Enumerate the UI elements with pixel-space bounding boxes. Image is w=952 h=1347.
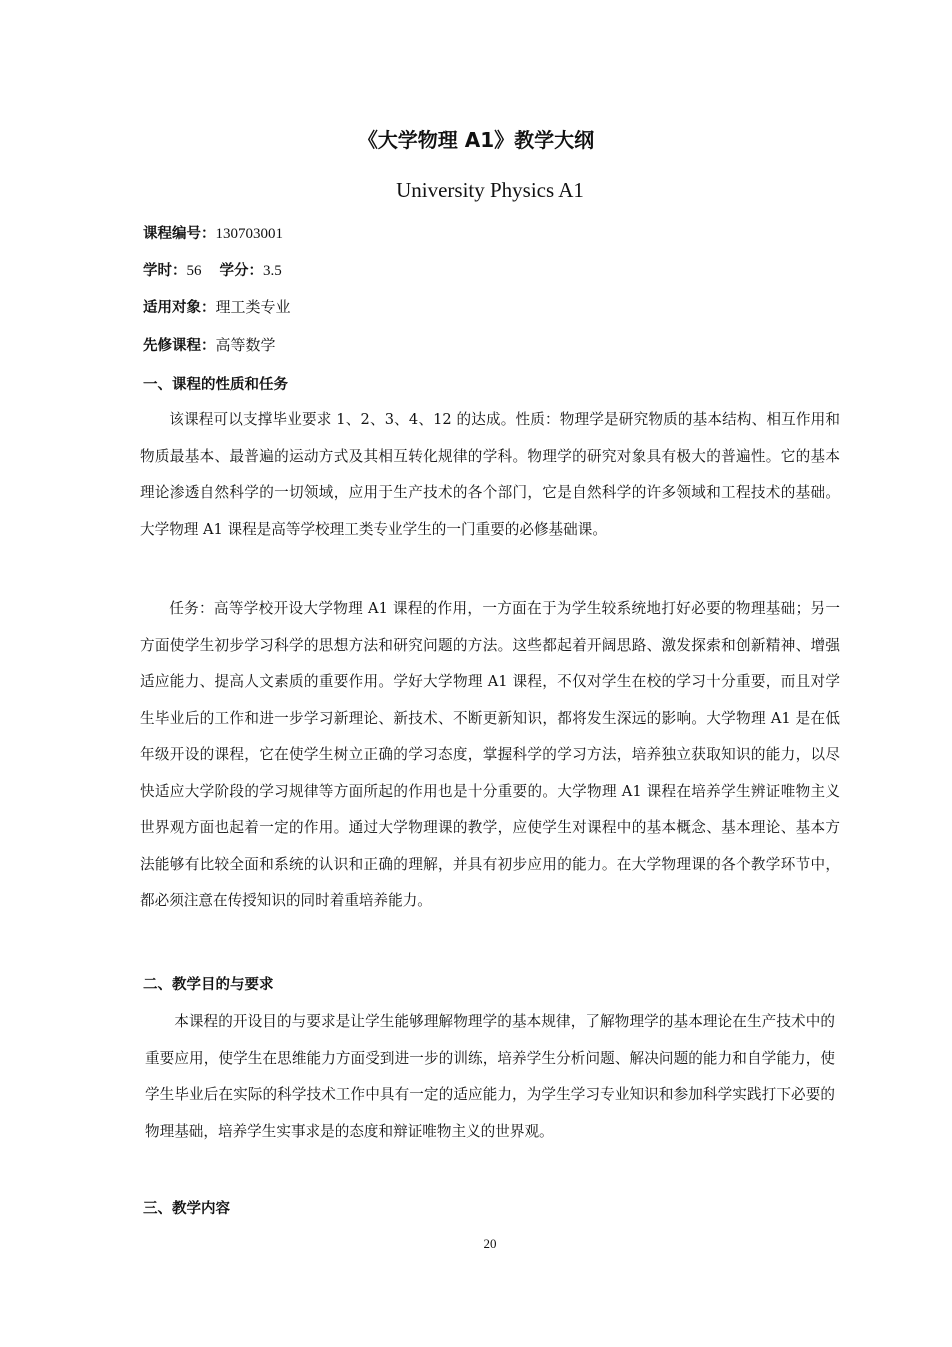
audience-label: 适用对象： [143, 300, 216, 316]
section-1-heading: 一、课程的性质和任务 [143, 377, 288, 393]
course-code-label: 课程编号： [143, 226, 216, 242]
audience-value: 理工类专业 [215, 300, 291, 316]
hours-credits-line [143, 261, 282, 281]
course-code-value: 130703001 [215, 226, 283, 242]
section-3-heading: 三、教学内容 [143, 1201, 230, 1217]
credits-value: 3.5 [263, 263, 282, 279]
prerequisite-value: 高等数学 [215, 338, 276, 354]
section-1-paragraph-tasks: 任务：高等学校开设大学物理 A1 课程的作用，一方面在于为学生较系统地打好必要的物理基础；另一方面使学生初步学习科学的思想方法和研究问题的方法。这些都起着开阔思路、激发探索和创新精神、增强适应能力、提高人文素质的重要作用。学好大学物理 A1 课程，不仅对学生在校的学习十分重要，而且对学生毕业后的工作和进一步学习新理论、新技术、不断更新知识，都将发生深远的影响。大学物理 A1 是在低年级开设的课程，它在使学生树立正确的学习态度，掌握科学的学习方法，培养独立获取知识的能力，以尽快适应大学阶段的学习规律等方面所起的作用也是十分重要的。大学物理 A1 课程在培养学生辨证唯物主义世界观方面也起着一定的作用。通过大学物理课的教学，应使学生对课程中的基本概念、基本理论、基本方法能够有比较全面和系统的认识和正确的理解，并具有初步应用的能力。在大学物理课的各个教学环节中，都必须注意在传授知识的同时着重培养能力。 [140, 600, 840, 909]
course-code-line [143, 224, 283, 244]
prerequisite-line [143, 336, 276, 356]
section-2-paragraph: 本课程的开设目的与要求是让学生能够理解物理学的基本规律，了解物理学的基本理论在生产技术中的重要应用，使学生在思维能力方面受到进一步的训练，培养学生分析问题、解决问题的能力和自学能力，使学生毕业后在实际的科学技术工作中具有一定的适应能力，为学生学习专业知识和参加科学实践打下必要的物理基础，培养学生实事求是的态度和辩证唯物主义的世界观。 [145, 1013, 835, 1140]
section-2-heading: 二、教学目的与要求 [143, 977, 274, 993]
hours-label: 学时： [143, 263, 187, 279]
document-subtitle: University Physics A1 [396, 178, 584, 202]
credits-label: 学分： [219, 263, 263, 279]
document-title: 《大学物理 A1》教学大纲 [357, 128, 595, 152]
prerequisite-label: 先修课程： [143, 338, 216, 354]
hours-value: 56 [186, 263, 202, 279]
section-1-paragraph-nature: 该课程可以支撑毕业要求 1、2、3、4、12 的达成。性质：物理学是研究物质的基本结构、相互作用和物质最基本、最普遍的运动方式及其相互转化规律的学科。物理学的研究对象具有极大的普遍性。它的基本理论渗透自然科学的一切领域，应用于生产技术的各个部门，它是自然科学的许多领域和工程技术的基础。大学物理 A1 课程是高等学校理工类专业学生的一门重要的必修基础课。 [140, 411, 840, 538]
audience-line [143, 298, 291, 318]
page-number: 20 [483, 1236, 497, 1251]
